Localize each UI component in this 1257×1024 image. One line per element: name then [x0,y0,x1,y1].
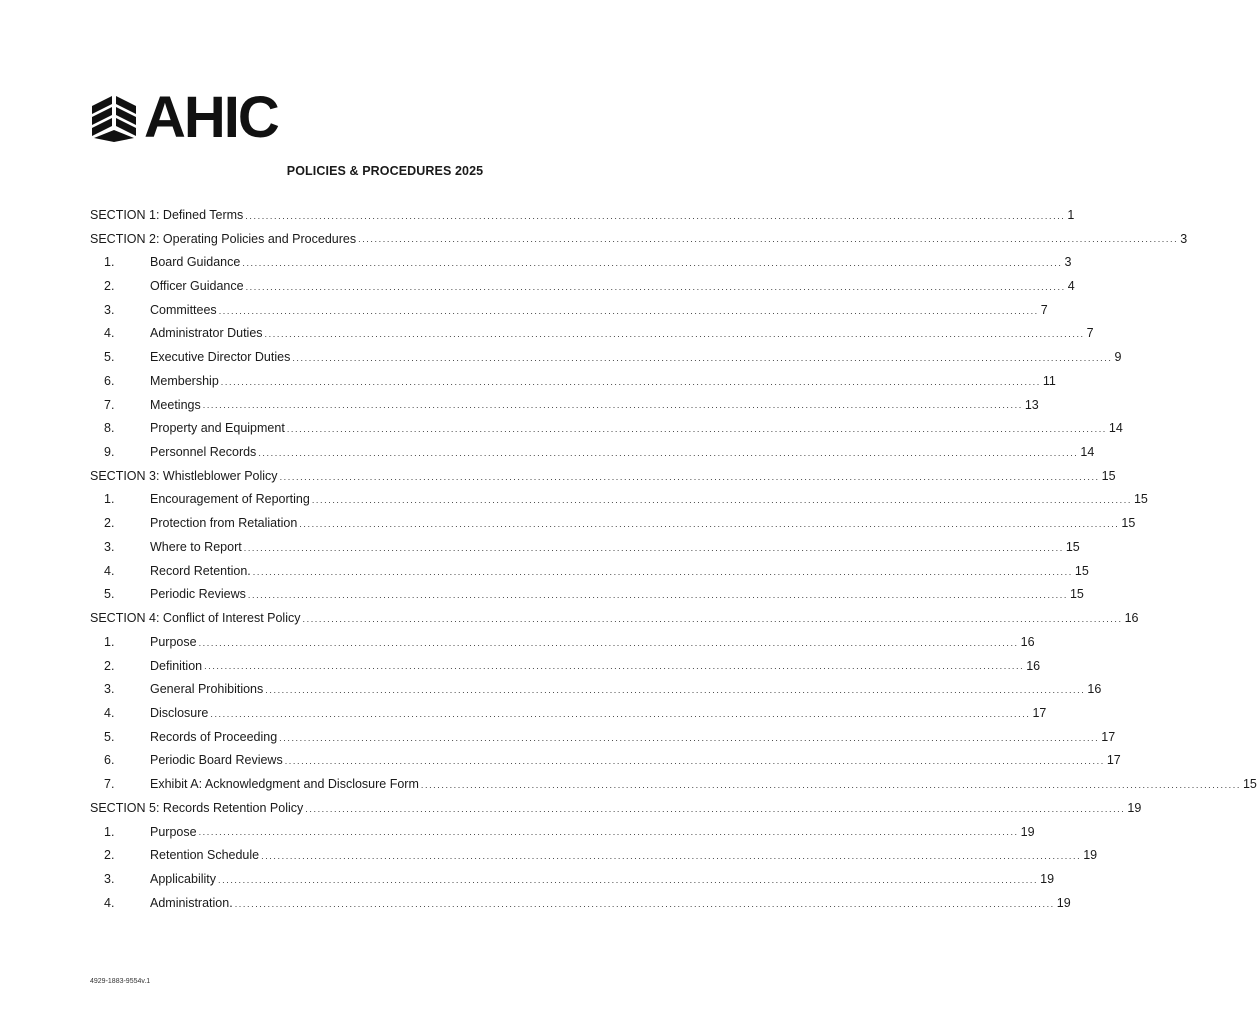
toc-subentry [90,725,1116,749]
toc-leader-dots: ........................................................................................................................................................................................................ [299,519,1120,530]
toc-entry-label: Retention Schedule [150,848,260,863]
toc-entry-page-number: 19 [1020,824,1035,839]
toc-entry-page-number: 3 [1180,231,1188,246]
ahic-logo [90,85,278,150]
ahic-logo-mark-icon [90,92,138,144]
toc-subentry [90,369,1056,393]
toc-entry-number: 2. [104,516,115,531]
toc-entry-label: Administrator Duties [150,326,263,341]
document-footer-id: 4929-1883-9554v.1 [90,978,151,985]
toc-entry-number: 1. [104,824,115,839]
toc-entry-label: SECTION 3: Whistleblower Policy [90,468,278,483]
toc-entry-number: 1. [104,634,115,649]
toc-subentry [90,274,1075,298]
toc-entry-label: Definition [150,658,203,673]
toc-subentry [90,772,1257,796]
toc-entry-label: SECTION 5: Records Retention Policy [90,800,304,815]
toc-leader-dots: ........................................................................................................................................................................................................ [202,400,1023,411]
toc-entry-label: Periodic Board Reviews [150,753,283,768]
toc-subentry [90,416,1123,440]
toc-entry-number: 4. [104,563,115,578]
toc-subentry [90,654,1041,678]
toc-leader-dots: ........................................................................................................................................................................................................ [220,376,1041,387]
toc-entry-page-number: 7 [1040,302,1048,317]
toc-subentry [90,583,1084,607]
toc-leader-dots: ........................................................................................................................................................................................................ [252,566,1073,577]
table-of-contents [90,203,1257,915]
toc-entry-page-number: 14 [1080,445,1095,460]
toc-leader-dots: ........................................................................................................................................................................................................ [279,732,1100,743]
toc-entry-page-number: 15 [1065,539,1080,554]
toc-leader-dots: ........................................................................................................................................................................................................ [210,708,1031,719]
toc-entry-label: Executive Director Duties [150,350,291,365]
toc-leader-dots: ........................................................................................................................................................................................................ [198,827,1019,838]
toc-section-entry [90,203,1075,227]
toc-entry-number: 3. [104,682,115,697]
toc-entry-number: 3. [104,302,115,317]
toc-entry-label: Membership [150,373,219,388]
toc-subentry [90,630,1035,654]
toc-subentry [90,701,1047,725]
toc-leader-dots: ........................................................................................................................................................................................................ [292,353,1113,364]
toc-subentry [90,749,1121,773]
toc-entry-label: Record Retention. [150,563,251,578]
toc-subentry [90,891,1071,915]
toc-entry-label: Personnel Records [150,445,257,460]
toc-section-entry [90,464,1116,488]
toc-leader-dots: ........................................................................................................................................................................................................ [279,471,1100,482]
toc-entry-number: 2. [104,279,115,294]
toc-entry-number: 2. [104,848,115,863]
toc-leader-dots: ........................................................................................................................................................................................................ [258,447,1079,458]
toc-entry-page-number: 15 [1101,468,1116,483]
toc-entry-page-number: 1 [1067,207,1075,222]
toc-entry-number: 8. [104,421,115,436]
toc-entry-page-number: 19 [1040,871,1055,886]
toc-subentry [90,488,1148,512]
toc-leader-dots: ........................................................................................................................................................................................................ [242,258,1063,269]
toc-subentry [90,345,1122,369]
toc-subentry [90,250,1072,274]
toc-entry-page-number: 9 [1114,350,1122,365]
toc-entry-page-number: 19 [1056,895,1071,910]
toc-entry-number: 2. [104,658,115,673]
toc-entry-page-number: 7 [1086,326,1094,341]
toc-leader-dots: ........................................................................................................................................................................................................ [245,210,1066,221]
toc-entry-label: Protection from Retaliation [150,516,298,531]
toc-leader-dots: ........................................................................................................................................................................................................ [234,898,1055,909]
toc-entry-page-number: 4 [1067,279,1075,294]
toc-subentry [90,843,1098,867]
toc-entry-label: Applicability [150,871,217,886]
toc-entry-label: Meetings [150,397,201,412]
toc-entry-label: SECTION 4: Conflict of Interest Policy [90,611,301,626]
toc-entry-label: Administration. [150,895,233,910]
toc-leader-dots: ........................................................................................................................................................................................................ [305,803,1126,814]
toc-entry-label: Disclosure [150,705,209,720]
toc-entry-page-number: 13 [1024,397,1039,412]
toc-entry-page-number: 17 [1032,705,1047,720]
toc-leader-dots: ........................................................................................................................................................................................................ [247,590,1068,601]
toc-subentry [90,322,1094,346]
toc-leader-dots: ........................................................................................................................................................................................................ [286,424,1107,435]
toc-entry-number: 3. [104,871,115,886]
toc-entry-label: Purpose [150,824,197,839]
toc-entry-number: 6. [104,753,115,768]
toc-entry-number: 5. [104,350,115,365]
toc-entry-page-number: 16 [1124,611,1139,626]
toc-entry-page-number: 15 [1242,777,1257,792]
toc-leader-dots: ........................................................................................................................................................................................................ [245,281,1066,292]
toc-entry-number: 7. [104,397,115,412]
toc-leader-dots: ........................................................................................................................................................................................................ [358,234,1179,245]
toc-entry-page-number: 16 [1026,658,1041,673]
toc-leader-dots: ........................................................................................................................................................................................................ [243,542,1064,553]
toc-entry-number: 3. [104,539,115,554]
toc-entry-number: 1. [104,255,115,270]
toc-entry-number: 4. [104,326,115,341]
toc-subentry [90,867,1055,891]
toc-entry-label: SECTION 2: Operating Policies and Procedures [90,231,357,246]
toc-entry-page-number: 11 [1042,373,1056,388]
toc-entry-label: Exhibit A: Acknowledgment and Disclosure Form [150,777,419,792]
toc-entry-label: Encouragement of Reporting [150,492,310,507]
toc-entry-page-number: 15 [1069,587,1084,602]
toc-subentry [90,440,1095,464]
toc-entry-number: 1. [104,492,115,507]
toc-leader-dots: ........................................................................................................................................................................................................ [264,329,1085,340]
toc-entry-page-number: 3 [1064,255,1072,270]
document-title: POLICIES & PROCEDURES 2025 [286,164,484,178]
toc-entry-page-number: 16 [1020,634,1035,649]
toc-entry-page-number: 17 [1101,729,1116,744]
logo-wordmark: AHIC [144,85,278,150]
toc-entry-number: 4. [104,895,115,910]
toc-entry-label: General Prohibitions [150,682,264,697]
toc-leader-dots: ........................................................................................................................................................................................................ [284,756,1105,767]
toc-entry-page-number: 14 [1108,421,1123,436]
toc-leader-dots: ........................................................................................................................................................................................................ [265,685,1086,696]
toc-leader-dots: ........................................................................................................................................................................................................ [204,661,1025,672]
toc-subentry [90,298,1048,322]
toc-entry-label: SECTION 1: Defined Terms [90,207,244,222]
toc-subentry [90,511,1136,535]
toc-entry-label: Board Guidance [150,255,241,270]
toc-leader-dots: ........................................................................................................................................................................................................ [218,874,1039,885]
toc-entry-label: Property and Equipment [150,421,285,436]
toc-leader-dots: ........................................................................................................................................................................................................ [302,613,1123,624]
toc-entry-page-number: 15 [1121,516,1136,531]
toc-leader-dots: ........................................................................................................................................................................................................ [420,779,1241,790]
toc-leader-dots: ........................................................................................................................................................................................................ [261,851,1082,862]
toc-entry-label: Purpose [150,634,197,649]
toc-subentry [90,535,1080,559]
toc-entry-page-number: 19 [1127,800,1142,815]
toc-entry-label: Records of Proceeding [150,729,278,744]
toc-entry-number: 5. [104,587,115,602]
toc-subentry [90,820,1035,844]
toc-entry-label: Periodic Reviews [150,587,246,602]
toc-entry-number: 7. [104,777,115,792]
toc-leader-dots: ........................................................................................................................................................................................................ [198,637,1019,648]
toc-subentry [90,393,1039,417]
toc-entry-number: 4. [104,705,115,720]
toc-entry-label: Officer Guidance [150,279,244,294]
toc-entry-number: 6. [104,373,115,388]
toc-entry-page-number: 15 [1074,563,1089,578]
toc-entry-page-number: 15 [1133,492,1148,507]
toc-section-entry [90,227,1188,251]
toc-leader-dots: ........................................................................................................................................................................................................ [218,305,1039,316]
toc-subentry [90,677,1102,701]
toc-entry-label: Where to Report [150,539,242,554]
toc-entry-number: 5. [104,729,115,744]
toc-section-entry [90,796,1142,820]
toc-section-entry [90,606,1139,630]
toc-subentry [90,559,1089,583]
toc-entry-page-number: 17 [1106,753,1121,768]
toc-entry-label: Committees [150,302,217,317]
toc-entry-page-number: 16 [1087,682,1102,697]
toc-leader-dots: ........................................................................................................................................................................................................ [311,495,1132,506]
toc-entry-number: 9. [104,445,115,460]
toc-entry-page-number: 19 [1083,848,1098,863]
